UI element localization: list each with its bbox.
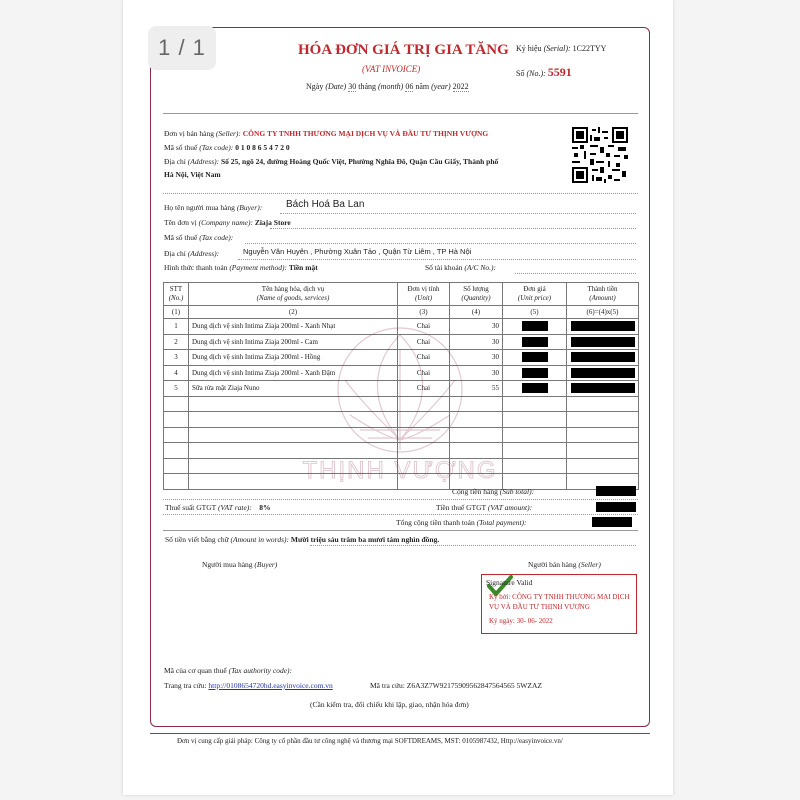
in-words-line bbox=[310, 545, 636, 546]
cell-qty: 55 bbox=[450, 381, 503, 397]
buyer-tax-line bbox=[245, 243, 636, 244]
header-price: Đơn giá (Unit price) bbox=[503, 283, 567, 306]
invoice-date: Ngày (Date) 30 tháng (month) 06 năm (year) 2022 bbox=[306, 82, 469, 91]
cell-no: 1 bbox=[164, 319, 189, 335]
seller-tax-row: Mã số thuế (Tax code): 0 1 0 8 6 5 4 7 2 0 bbox=[164, 143, 290, 152]
header-amount: Thành tiền (Amount) bbox=[567, 283, 639, 306]
col-num: (2) bbox=[189, 306, 398, 319]
vat-rate-row: Thuế suất GTGT (VAT rate): 8% bbox=[165, 503, 271, 512]
seller-name-row: Đơn vị bán hàng (Seller): CÔNG TY TNHH THƯƠNG MẠI DỊCH VỤ VÀ ĐẦU TƯ THỊNH VƯỢNG bbox=[164, 129, 489, 138]
signed-by-text: Ký bởi: CÔNG TY TNHH THƯƠNG MẠI DỊCH VỤ VÀ ĐẦU TƯ THỊNH VƯỢNG bbox=[489, 593, 630, 611]
seller-divider bbox=[163, 193, 638, 194]
seller-address-row: Địa chỉ (Address): Số 25, ngõ 24, đường Hoàng Quốc Việt, Phường Nghĩa Đô, Quận Cầu Giấy, Thành phố bbox=[164, 157, 499, 166]
cell-amount-redacted bbox=[567, 350, 639, 366]
header-no: STT (No.) bbox=[164, 283, 189, 306]
total-line bbox=[163, 530, 638, 531]
col-num: (3) bbox=[398, 306, 450, 319]
buyer-address-line bbox=[238, 259, 636, 260]
cell-price-redacted bbox=[503, 350, 567, 366]
signature-valid-text: Signature Valid bbox=[486, 578, 533, 587]
cell-qty: 30 bbox=[450, 319, 503, 335]
cell-qty: 30 bbox=[450, 350, 503, 366]
invoice-subtitle: (VAT INVOICE) bbox=[362, 64, 421, 74]
payment-row: Hình thức thanh toán (Payment method): Tiền mặt bbox=[164, 263, 318, 272]
col-num: (6)=(4)x(5) bbox=[567, 306, 639, 319]
cell-amount-redacted bbox=[567, 381, 639, 397]
signed-date-text: Ký ngày: 30- 06- 2022 bbox=[489, 617, 553, 625]
header-unit: Đơn vị tính (Unit) bbox=[398, 283, 450, 306]
cell-no: 2 bbox=[164, 334, 189, 350]
cell-name: Dung dịch vệ sinh Intima Ziaja 200ml - Xanh Đậm bbox=[189, 365, 398, 381]
cell-no: 3 bbox=[164, 350, 189, 366]
subtotal-line bbox=[163, 499, 638, 500]
qr-code-icon bbox=[572, 127, 628, 183]
tax-authority-row: Mã của cơ quan thuế (Tax authority code): bbox=[164, 666, 293, 675]
account-line bbox=[515, 273, 636, 274]
invoice-title: HÓA ĐƠN GIÁ TRỊ GIA TĂNG bbox=[298, 42, 509, 58]
cell-qty: 30 bbox=[450, 365, 503, 381]
seller-address-line2: Hà Nội, Việt Nam bbox=[164, 170, 221, 179]
cell-price-redacted bbox=[503, 319, 567, 335]
cell-amount-redacted bbox=[567, 319, 639, 335]
vat-amount-redacted bbox=[596, 502, 636, 512]
buyer-name-line bbox=[280, 213, 636, 214]
vat-amount-label: Tiền thuế GTGT (VAT amount): bbox=[436, 503, 533, 512]
table-header-row bbox=[164, 283, 639, 306]
col-num: (5) bbox=[503, 306, 567, 319]
vat-line bbox=[163, 514, 638, 515]
subtotal-redacted bbox=[596, 486, 636, 496]
buyer-signature-label: Người mua hàng (Buyer) bbox=[202, 560, 278, 569]
col-num: (1) bbox=[164, 306, 189, 319]
buyer-name-row: Họ tên người mua hàng (Buyer): bbox=[164, 203, 263, 212]
amount-in-words-row: Số tiền viết bằng chữ (Amount in words): Mười triệu sáu trăm ba mươi tám nghìn đồng. bbox=[165, 535, 440, 544]
provider-text: Đơn vị cung cấp giải pháp: Công ty cổ phần đầu tư công nghệ và thương mại SOFTDREAMS, MST: 0105987432, Http://easyinvoice.vn/ bbox=[177, 737, 563, 745]
cell-name: Dung dịch vệ sinh Intima Ziaja 200ml - Xanh Nhạt bbox=[189, 319, 398, 335]
cell-name: Dung dịch vệ sinh Intima Ziaja 200ml - Hồng bbox=[189, 350, 398, 366]
header-divider bbox=[163, 113, 638, 114]
invoice-number-field: Số (No.): 5591 bbox=[516, 65, 572, 79]
subtotal-label: Cộng tiền hàng (Sub total): bbox=[452, 487, 535, 496]
cell-price-redacted bbox=[503, 334, 567, 350]
cell-unit: Chai bbox=[398, 319, 450, 335]
watermark-logo-icon bbox=[290, 310, 510, 500]
watermark-text: THỊNH VƯỢNG bbox=[302, 457, 498, 484]
cell-unit: Chai bbox=[398, 381, 450, 397]
cell-price-redacted bbox=[503, 365, 567, 381]
col-num: (4) bbox=[450, 306, 503, 319]
lookup-link[interactable]: http://0108654720hd.easyinvoice.com.vn bbox=[208, 681, 333, 690]
footer-divider bbox=[150, 733, 650, 734]
cell-amount-redacted bbox=[567, 365, 639, 381]
header-qty: Số lượng (Quantity) bbox=[450, 283, 503, 306]
seller-signature-label: Người bán hàng (Seller) bbox=[528, 560, 601, 569]
serial-field: Ký hiệu (Serial): 1C22TYY bbox=[516, 44, 607, 53]
cell-name: Sữa rửa mặt Ziaja Nuno bbox=[189, 381, 398, 397]
page-indicator: 1 / 1 bbox=[148, 26, 216, 70]
lookup-row: Trang tra cứu: http://0108654720hd.easyinvoice.com.vn bbox=[164, 681, 333, 690]
cell-unit: Chai bbox=[398, 365, 450, 381]
buyer-company-line bbox=[270, 228, 636, 229]
check-note: (Cần kiểm tra, đối chiếu khi lập, giao, nhận hóa đơn) bbox=[310, 700, 469, 709]
buyer-name-value: Bách Hoá Ba Lan bbox=[286, 199, 365, 210]
cell-name: Dung dịch vệ sinh Intima Ziaja 200ml - Cam bbox=[189, 334, 398, 350]
cell-unit: Chai bbox=[398, 334, 450, 350]
cell-amount-redacted bbox=[567, 334, 639, 350]
cell-no: 4 bbox=[164, 365, 189, 381]
buyer-tax-row: Mã số thuế (Tax code): bbox=[164, 233, 234, 242]
buyer-company-row: Tên đơn vị (Company name): Ziaja Store bbox=[164, 218, 291, 227]
buyer-address-row: Địa chỉ (Address): bbox=[164, 249, 220, 258]
account-row: Số tài khoản (A/C No.): bbox=[425, 263, 497, 272]
cell-qty: 30 bbox=[450, 334, 503, 350]
total-payment-label: Tổng cộng tiền thanh toán (Total payment): bbox=[396, 518, 527, 527]
cell-unit: Chai bbox=[398, 350, 450, 366]
header-name: Tên hàng hóa, dịch vụ (Name of goods, services) bbox=[189, 283, 398, 306]
lookup-code-row: Mã tra cứu: Z6A3Z7W92175909562847564565 5WZAZ bbox=[370, 681, 542, 690]
cell-price-redacted bbox=[503, 381, 567, 397]
cell-no: 5 bbox=[164, 381, 189, 397]
total-payment-redacted bbox=[592, 517, 632, 527]
buyer-address-value: Nguyễn Văn Huyên , Phường Xuân Tảo , Quận Từ Liêm , TP Hà Nội bbox=[243, 247, 472, 256]
